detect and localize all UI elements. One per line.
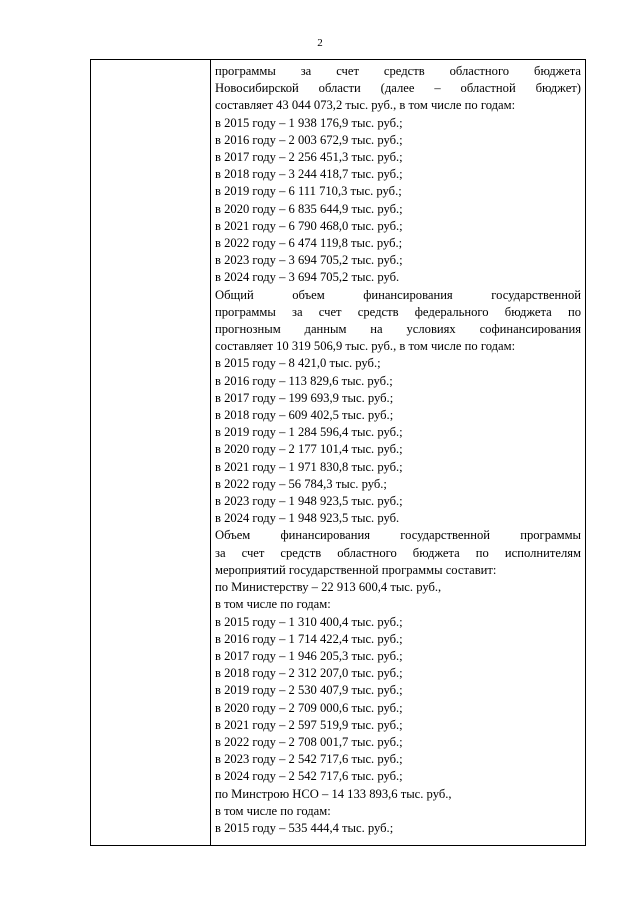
text-line: в 2018 году – 2 312 207,0 тыс. руб.; (215, 666, 403, 681)
text-line: в 2019 году – 1 284 596,4 тыс. руб.; (215, 425, 403, 440)
column-divider (210, 60, 211, 845)
text-line: в 2015 году – 535 444,4 тыс. руб.; (215, 820, 394, 835)
text-line: в 2021 году – 2 597 519,9 тыс. руб.; (215, 717, 403, 732)
text-line: составляет 10 319 506,9 тыс. руб., в том числе по годам: (215, 339, 516, 354)
text-line: в 2016 году – 2 003 672,9 тыс. руб.; (215, 132, 403, 147)
text-line: в 2015 году – 1 938 176,9 тыс. руб.; (215, 115, 403, 130)
text-line: в 2016 году – 1 714 422,4 тыс. руб.; (215, 631, 403, 646)
text-line: в 2022 году – 6 474 119,8 тыс. руб.; (215, 236, 403, 251)
text-line: в 2019 году – 6 111 710,3 тыс. руб.; (215, 184, 402, 199)
text-line: в 2024 году – 1 948 923,5 тыс. руб. (215, 511, 400, 526)
text-line: в 2017 году – 2 256 451,3 тыс. руб.; (215, 150, 403, 165)
text-line: в 2020 году – 6 835 644,9 тыс. руб.; (215, 201, 403, 216)
text-line: в 2017 году – 199 693,9 тыс. руб.; (215, 390, 394, 405)
text-line: по Министерству – 22 913 600,4 тыс. руб., (215, 580, 442, 595)
funding-text-cell (215, 63, 581, 837)
text-line: Новосибирской области (далее – областной бюджет) (215, 81, 581, 96)
text-line: в 2015 году – 8 421,0 тыс. руб.; (215, 356, 381, 371)
text-line: Общий объем финансирования государственной (215, 287, 581, 302)
text-line: в том числе по годам: (215, 803, 331, 818)
text-line: в 2020 году – 2 177 101,4 тыс. руб.; (215, 442, 403, 457)
text-line: программы за счет средств федерального бюджета по (215, 304, 581, 319)
text-line: Объем финансирования государственной программы (215, 528, 581, 543)
text-line: в 2023 году – 3 694 705,2 тыс. руб.; (215, 253, 403, 268)
text-line: в 2015 году – 1 310 400,4 тыс. руб.; (215, 614, 403, 629)
text-line: в 2018 году – 609 402,5 тыс. руб.; (215, 408, 394, 423)
text-line: в 2022 году – 2 708 001,7 тыс. руб.; (215, 734, 403, 749)
page-number: 2 (317, 37, 323, 49)
text-line: в 2024 году – 2 542 717,6 тыс. руб.; (215, 769, 403, 784)
text-line: мероприятий государственной программы составит: (215, 562, 497, 577)
text-line: прогнозным данным на условиях софинансирования (215, 322, 581, 337)
text-line: составляет 43 044 073,2 тыс. руб., в том числе по годам: (215, 98, 516, 113)
text-line: по Минстрою НСО – 14 133 893,6 тыс. руб., (215, 786, 452, 801)
text-line: в 2018 году – 3 244 418,7 тыс. руб.; (215, 167, 403, 182)
text-line: в 2024 году – 3 694 705,2 тыс. руб. (215, 270, 400, 285)
funding-table (90, 59, 586, 846)
text-line: в 2021 году – 1 971 830,8 тыс. руб.; (215, 459, 403, 474)
text-line: в том числе по годам: (215, 597, 331, 612)
text-line: в 2017 году – 1 946 205,3 тыс. руб.; (215, 648, 403, 663)
text-line: в 2023 году – 2 542 717,6 тыс. руб.; (215, 752, 403, 767)
text-line: в 2020 году – 2 709 000,6 тыс. руб.; (215, 700, 403, 715)
text-line: программы за счет средств областного бюджета (215, 64, 581, 78)
text-line: в 2016 году – 113 829,6 тыс. руб.; (215, 373, 393, 388)
text-line: в 2019 году – 2 530 407,9 тыс. руб.; (215, 683, 403, 698)
text-line: в 2023 году – 1 948 923,5 тыс. руб.; (215, 494, 403, 509)
text-line: за счет средств областного бюджета по исполнителям (215, 545, 581, 560)
text-line: в 2021 году – 6 790 468,0 тыс. руб.; (215, 218, 403, 233)
text-line: в 2022 году – 56 784,3 тыс. руб.; (215, 476, 387, 491)
